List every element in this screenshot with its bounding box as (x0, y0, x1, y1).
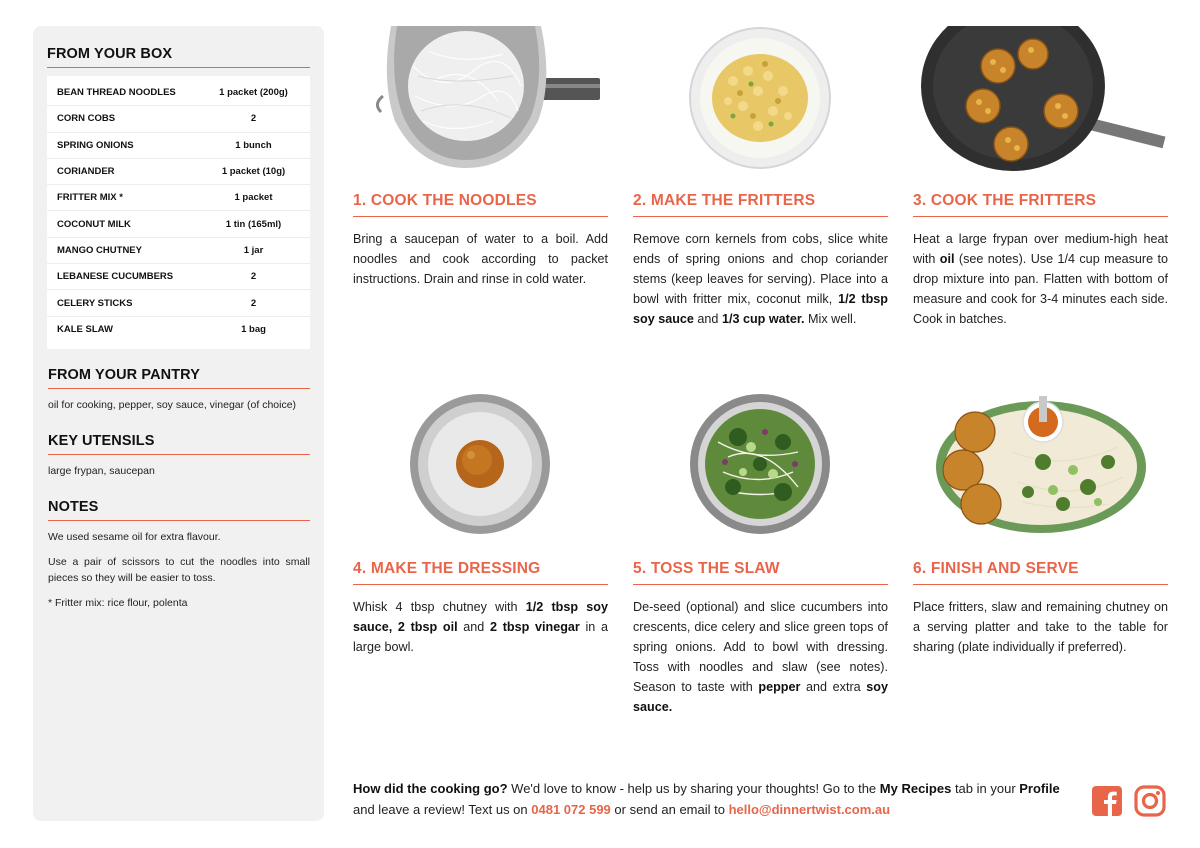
box-ingredients-table (47, 76, 310, 349)
ingredient-qty: 1 packet (200g) (219, 87, 288, 99)
dressing-bowl-image (353, 392, 608, 537)
step-text: (see notes). Use 1/4 cup measure to drop mixture into pan. Flatten with bottom of measure and cook for 3-4 minutes each side. Cook in batches. (913, 252, 1168, 326)
utensils-text: large frypan, saucepan (48, 464, 155, 477)
step-emphasis: 1/2 tbsp soy sauce, 2 tbsp oil (353, 600, 608, 634)
step-1-body (353, 229, 608, 289)
step-6-body (913, 597, 1168, 657)
feedback-footer (353, 778, 1073, 820)
ingredient-qty: 1 packet (234, 192, 273, 204)
step-3-body (913, 229, 1168, 329)
table-row (47, 133, 310, 159)
facebook-icon[interactable] (1091, 785, 1123, 817)
ingredient-qty: 1 jar (243, 244, 264, 256)
fritters-pan-image (913, 26, 1168, 171)
step-3 (913, 192, 1168, 329)
from-box-heading: FROM YOUR BOX (47, 46, 310, 68)
note-3: * Fritter mix: rice flour, polenta (48, 596, 188, 609)
table-row (47, 159, 310, 185)
step-5-title: 5. TOSS THE SLAW (633, 560, 888, 585)
table-row (47, 238, 310, 264)
slaw-bowl-image (633, 392, 888, 537)
notes-heading: NOTES (48, 499, 310, 521)
pantry-text: oil for cooking, pepper, soy sauce, vinegar (of choice) (48, 398, 297, 411)
step-5 (633, 560, 888, 717)
step-6 (913, 560, 1168, 657)
table-row (47, 264, 310, 290)
ingredient-name: CELERY STICKS (57, 297, 133, 309)
step-6-title: 6. FINISH AND SERVE (913, 560, 1168, 585)
step-2-body (633, 229, 888, 329)
note-1: We used sesame oil for extra flavour. (48, 530, 221, 543)
ingredient-name: LEBANESE CUCUMBERS (57, 271, 174, 283)
step-1 (353, 192, 608, 289)
step-4-body (353, 597, 608, 657)
footer-text: We'd love to know - help us by sharing your thoughts! Go to the (507, 781, 880, 796)
step-4 (353, 560, 608, 657)
ingredient-qty: 1 bag (241, 324, 266, 336)
ingredient-name: FRITTER MIX * (57, 192, 123, 204)
instagram-icon[interactable] (1134, 785, 1166, 817)
step-text: Heat a large frypan over medium-high heat with (913, 232, 1168, 266)
utensils-heading: KEY UTENSILS (48, 433, 310, 455)
table-row (47, 290, 310, 316)
step-2-title: 2. MAKE THE FRITTERS (633, 192, 888, 217)
step-emphasis: soy sauce. (633, 680, 888, 714)
ingredient-qty: 2 (250, 271, 257, 283)
ingredient-qty: 2 (250, 113, 257, 125)
step-emphasis: 2 tbsp vinegar (490, 620, 580, 634)
fritter-mix-bowl-image (633, 26, 888, 171)
ingredient-name: KALE SLAW (57, 324, 113, 336)
footer-lead: How did the cooking go? (353, 781, 508, 796)
footer-text: and leave a review! Text us on (353, 802, 532, 817)
phone-link[interactable]: 0481 072 599 (531, 802, 611, 817)
noodles-strainer-image (353, 26, 608, 171)
step-text: Mix well. (804, 312, 857, 326)
step-text: and extra (800, 680, 867, 694)
ingredient-name: COCONUT MILK (57, 218, 131, 230)
table-row (47, 211, 310, 237)
footer-text: tab in your (951, 781, 1020, 796)
ingredient-name: MANGO CHUTNEY (57, 244, 142, 256)
step-emphasis: pepper (758, 680, 801, 694)
table-row (47, 106, 310, 132)
ingredient-qty: 2 (250, 297, 257, 309)
step-5-body (633, 597, 888, 717)
step-text: Whisk 4 tbsp chutney with (353, 600, 526, 614)
ingredient-qty: 1 tin (165ml) (225, 218, 282, 230)
step-text: and (693, 312, 722, 326)
pantry-heading: FROM YOUR PANTRY (48, 367, 310, 389)
step-text: Place fritters, slaw and remaining chutney on a serving platter and take to the table for sharing (plate individually if preferred). (913, 600, 1168, 654)
table-row (47, 317, 310, 343)
step-text: in a large bowl. (353, 620, 609, 654)
note-2: Use a pair of scissors to cut the noodles into small pieces so they will be easier to toss. (48, 555, 310, 584)
email-link[interactable]: hello@dinnertwist.com.au (728, 802, 891, 817)
footer-text: or send an email to (610, 802, 729, 817)
step-2 (633, 192, 888, 329)
ingredient-qty: 1 bunch (235, 139, 272, 151)
ingredient-name: BEAN THREAD NOODLES (57, 87, 176, 99)
step-emphasis: oil (939, 252, 955, 266)
step-4-title: 4. MAKE THE DRESSING (353, 560, 608, 585)
ingredient-name: SPRING ONIONS (57, 139, 134, 151)
table-row (47, 80, 310, 106)
ingredients-sidebar (33, 26, 324, 821)
my-recipes-label: My Recipes (879, 781, 952, 796)
profile-label: Profile (1019, 781, 1060, 796)
step-text: Remove corn kernels from cobs, slice white ends of spring onions and chop coriander stems (keep leaves for serving). Place into a bowl with fritter mix, coconut milk, (633, 232, 888, 306)
table-row (47, 185, 310, 211)
step-emphasis: 1/2 tbsp soy sauce (633, 292, 888, 326)
serving-platter-image (913, 392, 1168, 537)
step-3-title: 3. COOK THE FRITTERS (913, 192, 1168, 217)
step-text: De-seed (optional) and slice cucumbers into crescents, dice celery and slice green tops of spring onions. Add to bowl with dressing. Toss with noodles and slaw (see notes). Season to taste with (633, 600, 888, 694)
step-1-title: 1. COOK THE NOODLES (353, 192, 608, 217)
step-text: Bring a saucepan of water to a boil. Add noodles and cook according to packet instructions. Drain and rinse in cold water. (353, 232, 608, 286)
ingredient-name: CORIANDER (57, 166, 115, 178)
step-text: and (457, 620, 491, 634)
step-emphasis: 1/3 cup water. (721, 312, 805, 326)
ingredient-qty: 1 packet (10g) (221, 166, 286, 178)
ingredient-name: CORN COBS (57, 113, 116, 125)
